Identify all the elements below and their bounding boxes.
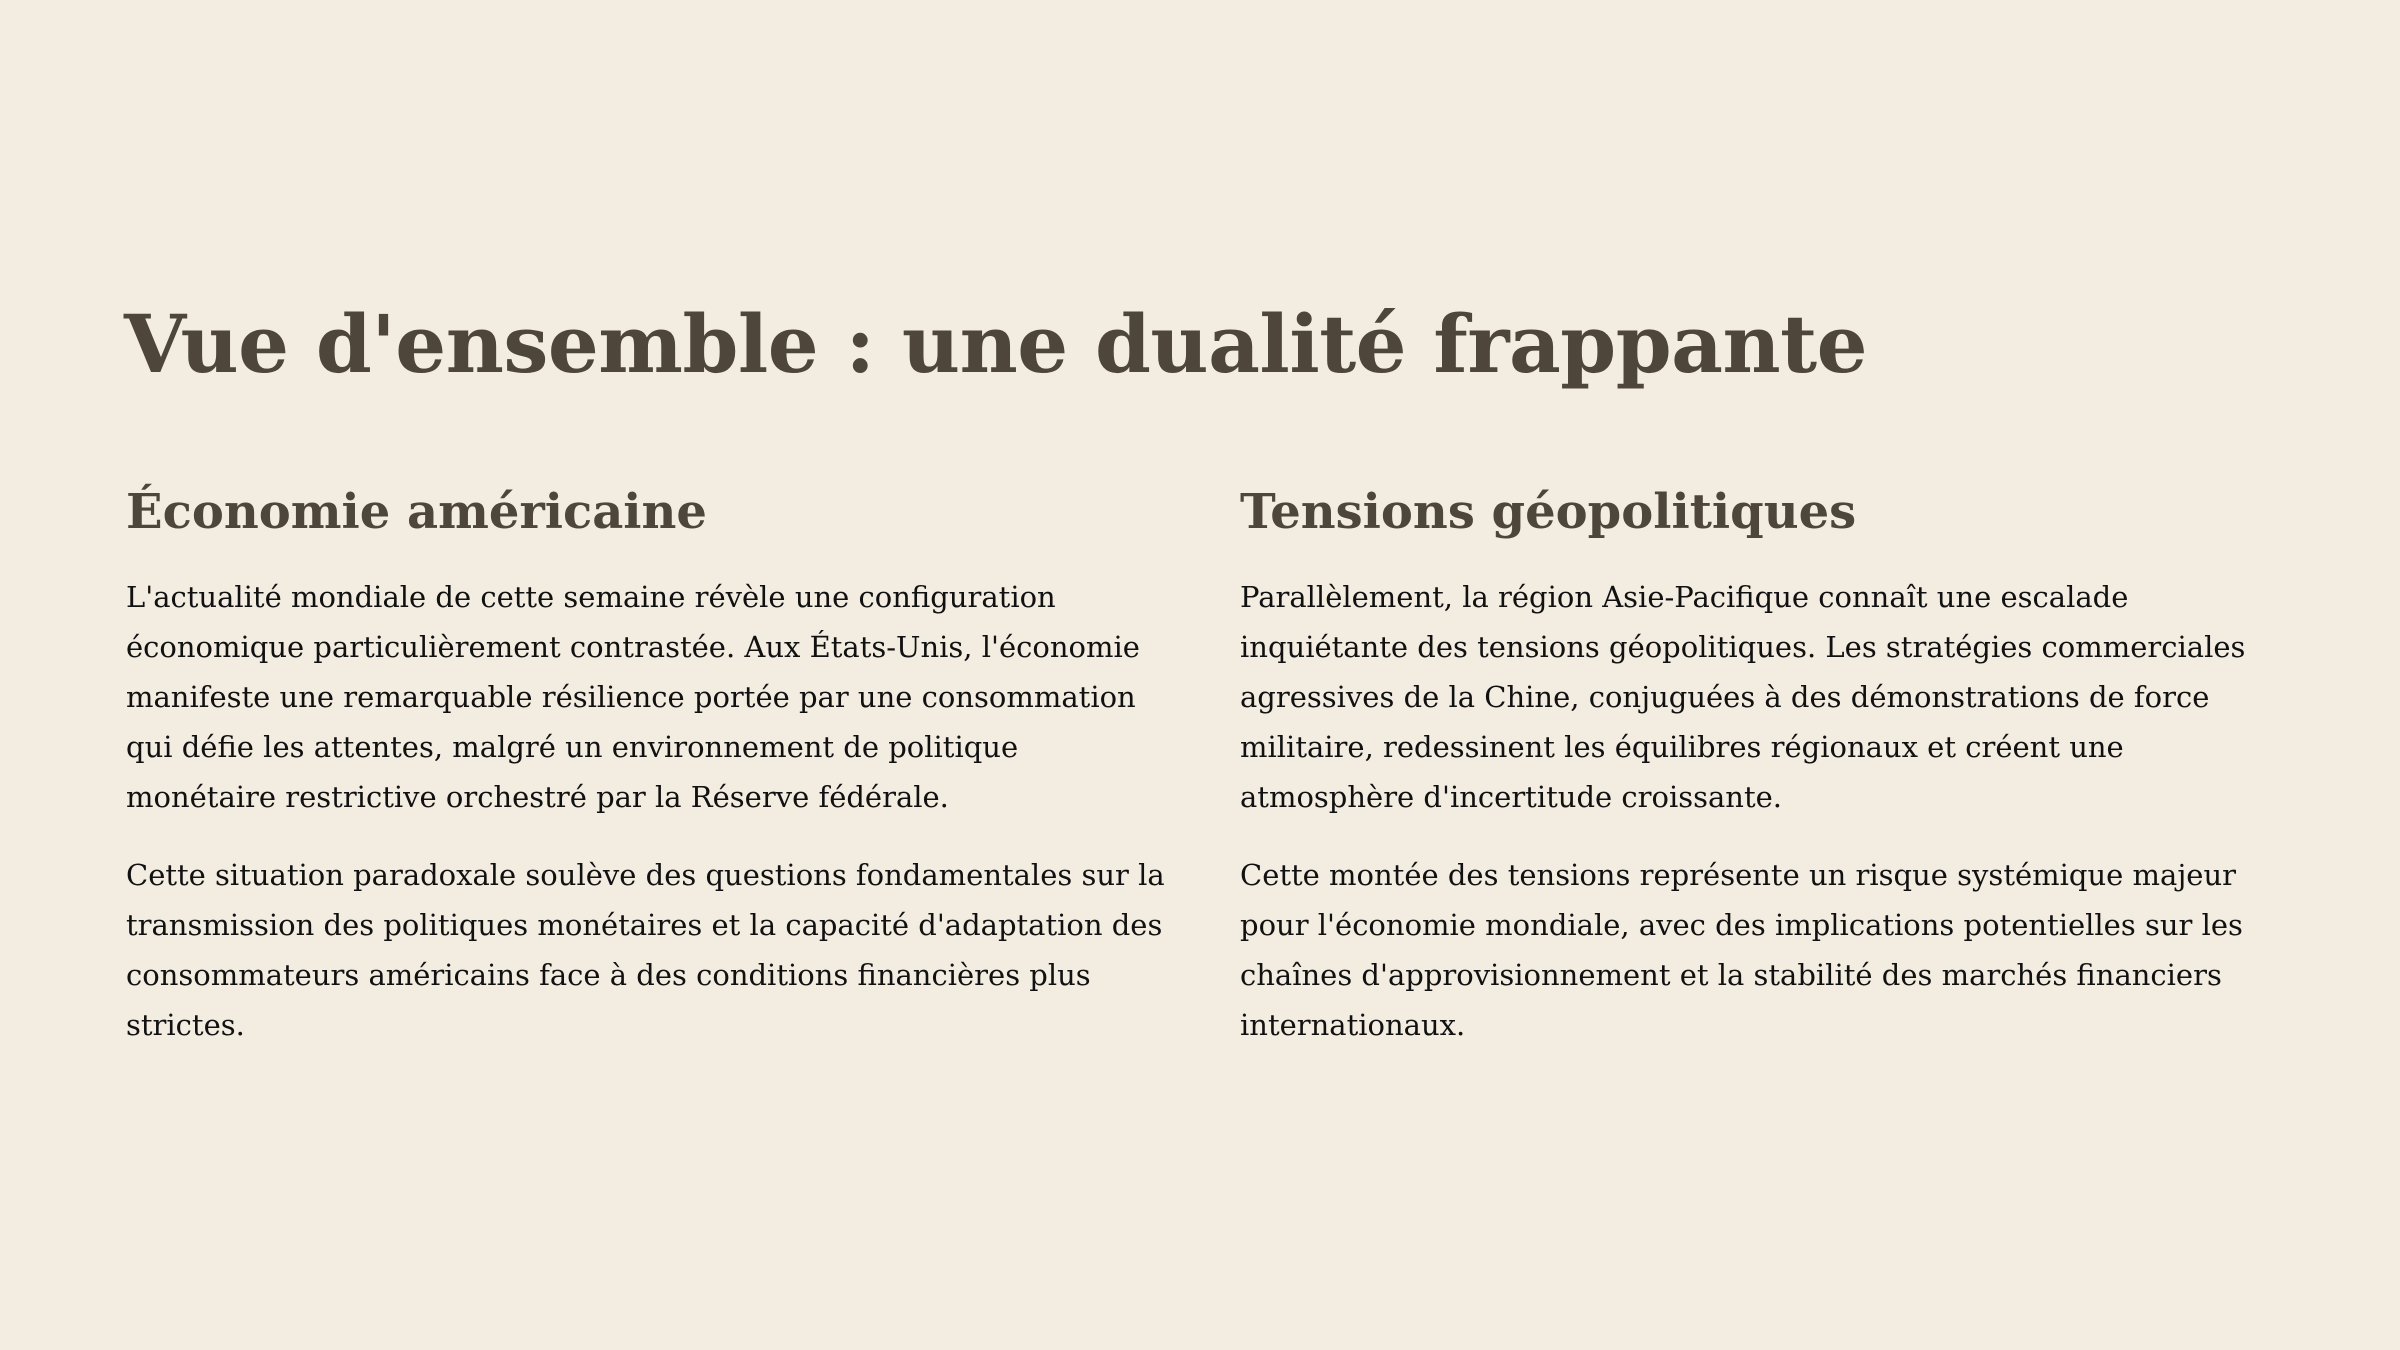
paragraph: L'actualité mondiale de cette semaine révèle une configuration économique particulièrement contrastée. Aux États-Unis, l'économie manifeste une remarquable résilience portée par une consommation qui défie les attentes, malgré un environnement de politique monétaire restrictive orchestré par la Réserve fédérale. xyxy=(126,580,1140,814)
paragraph: Cette situation paradoxale soulève des questions fondamentales sur la transmission des politiques monétaires et la capacité d'adaptation des consommateurs américains face à des conditions financières plus strictes. xyxy=(126,858,1165,1042)
column-us-economy xyxy=(126,482,1166,1078)
page-title: Vue d'ensemble : une dualité frappante xyxy=(124,297,1868,391)
column-geopolitical-tensions xyxy=(1240,482,2280,1078)
section-heading-geopolitical-tensions: Tensions géopolitiques xyxy=(1240,484,1857,540)
paragraph: Parallèlement, la région Asie-Pacifique connaît une escalade inquiétante des tensions géopolitiques. Les stratégies commerciales agressives de la Chine, conjuguées à des démonstrations de force militaire, redessinent les équilibres régionaux et créent une atmosphère d'incertitude croissante. xyxy=(1240,580,2246,814)
paragraph: Cette montée des tensions représente un risque systémique majeur pour l'économie mondiale, avec des implications potentielles sur les chaînes d'approvisionnement et la stabilité des marchés financiers internationaux. xyxy=(1240,858,2243,1042)
section-heading-us-economy: Économie américaine xyxy=(126,484,707,540)
